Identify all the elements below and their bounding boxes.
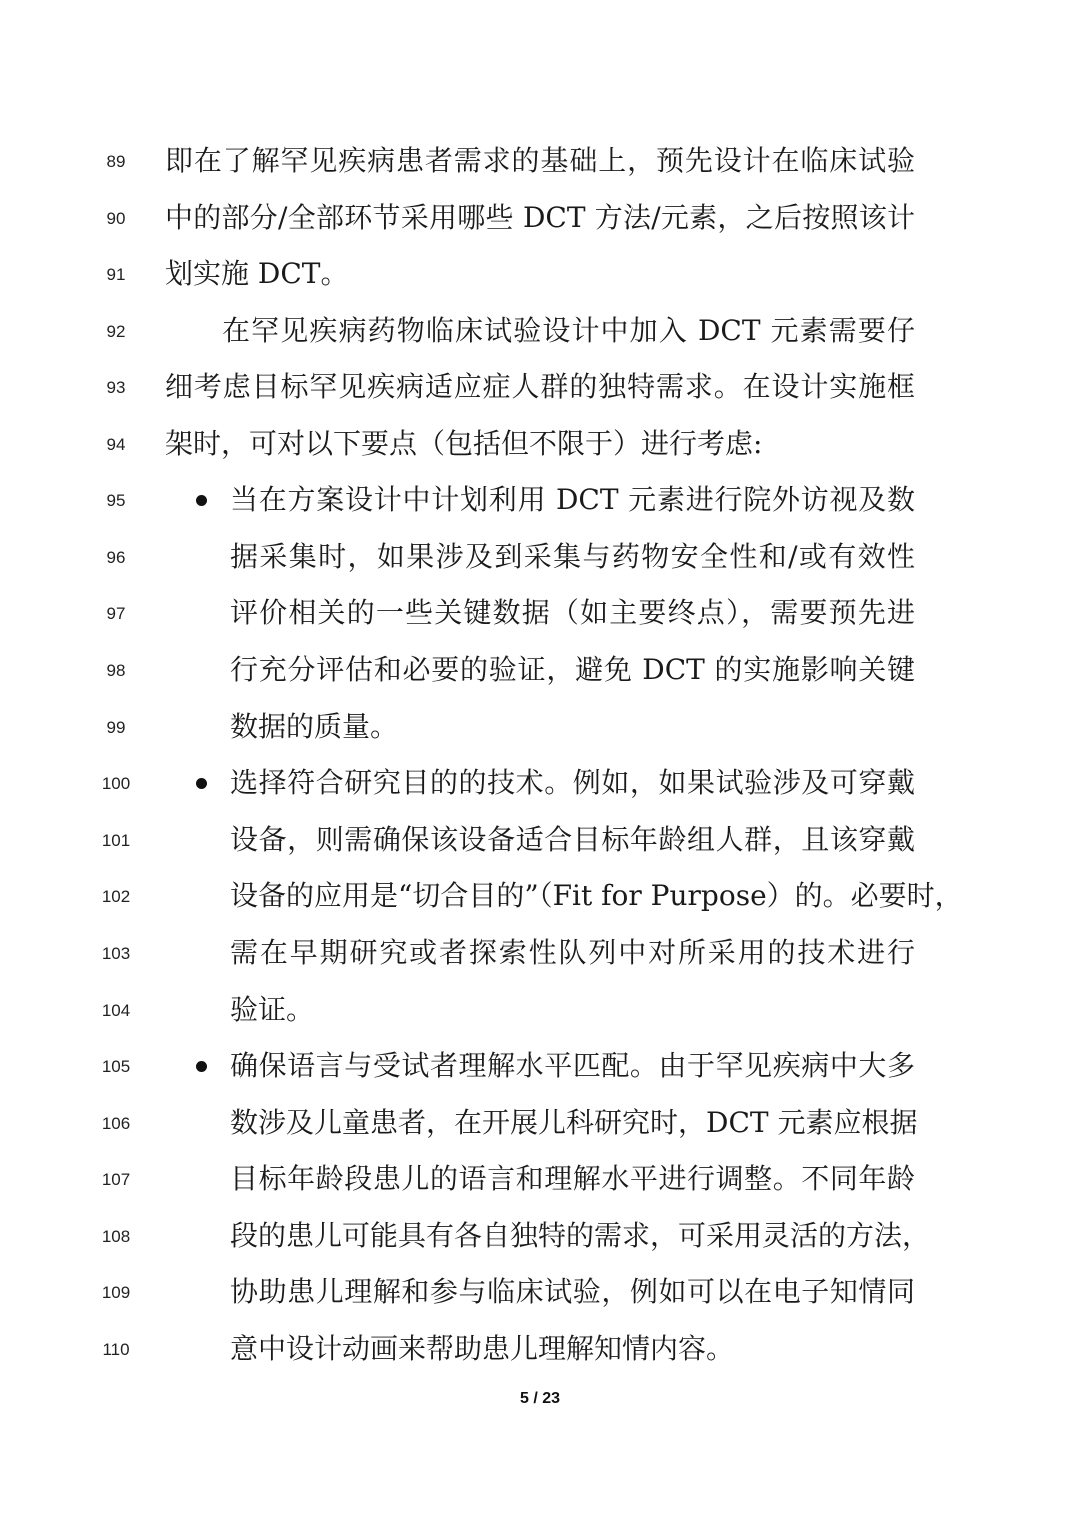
line-text: 评价相关的一些关键数据（如主要终点），需要预先进	[230, 596, 915, 629]
text-line	[0, 585, 1080, 641]
text-line	[0, 868, 1080, 924]
line-text: 即在了解罕见疾病患者需求的基础上，预先设计在临床试验	[165, 144, 915, 177]
text-line	[0, 1095, 1080, 1151]
line-text: 协助患儿理解和参与临床试验，例如可以在电子知情同	[230, 1275, 915, 1308]
line-number: 94	[106, 435, 126, 454]
line-text: 设备的应用是“切合目的”（Fit for Purpose）的。必要时，	[230, 879, 963, 912]
line-text: 数涉及儿童患者，在开展儿科研究时，DCT 元素应根据	[230, 1106, 918, 1139]
text-line	[0, 642, 1080, 698]
paragraph-first-line: 在罕见疾病药物临床试验设计中加入 DCT 元素需要仔	[222, 314, 915, 347]
line-text: 设备，则需确保该设备适合目标年龄组人群，且该穿戴	[230, 823, 915, 856]
line-text: 中的部分/全部环节采用哪些 DCT 方法/元素，之后按照该计	[165, 201, 915, 234]
line-number: 97	[106, 604, 126, 623]
text-line	[0, 1151, 1080, 1207]
bullet-item-first-line	[0, 1038, 1080, 1094]
line-number: 107	[101, 1170, 131, 1189]
line-text: 需在早期研究或者探索性队列中对所采用的技术进行	[230, 936, 915, 969]
line-number: 101	[101, 831, 131, 850]
line-number: 98	[106, 661, 126, 680]
bullet-item-first-line	[0, 472, 1080, 528]
bullet-item-first-line	[0, 755, 1080, 811]
line-number: 99	[106, 718, 126, 737]
line-number: 106	[101, 1114, 131, 1133]
line-number: 89	[106, 152, 126, 171]
line-text: 细考虑目标罕见疾病适应症人群的独特需求。在设计实施框	[165, 370, 915, 403]
line-number: 90	[106, 209, 126, 228]
bullet-icon	[196, 1061, 207, 1072]
line-number: 104	[101, 1001, 131, 1020]
line-text: 当在方案设计中计划利用 DCT 元素进行院外访视及数	[230, 483, 915, 516]
line-text: 验证。	[230, 993, 315, 1026]
text-line	[0, 699, 1080, 755]
line-text: 段的患儿可能具有各自独特的需求，可采用灵活的方法，	[230, 1219, 931, 1252]
line-number: 92	[106, 322, 126, 341]
text-line	[0, 1208, 1080, 1264]
page-number: 5 / 23	[519, 1390, 561, 1407]
line-number: 100	[101, 774, 131, 793]
line-text: 据采集时，如果涉及到采集与药物安全性和/或有效性	[230, 540, 915, 573]
line-number: 96	[106, 548, 126, 567]
line-text: 目标年龄段患儿的语言和理解水平进行调整。不同年龄	[230, 1162, 915, 1195]
line-text: 架时，可对以下要点（包括但不限于）进行考虑:	[165, 427, 763, 460]
text-line	[0, 359, 1080, 415]
line-number: 109	[101, 1283, 131, 1302]
line-number: 103	[101, 944, 131, 963]
text-line	[0, 982, 1080, 1038]
line-text: 划实施 DCT。	[165, 257, 349, 290]
text-line	[0, 925, 1080, 981]
line-text: 行充分评估和必要的验证，避免 DCT 的实施影响关键	[230, 653, 915, 686]
line-number: 110	[102, 1340, 130, 1359]
text-line	[0, 416, 1080, 472]
line-number: 91	[106, 265, 126, 284]
line-number: 105	[101, 1057, 131, 1076]
line-text: 意中设计动画来帮助患儿理解知情内容。	[230, 1332, 735, 1365]
text-line	[0, 190, 1080, 246]
line-text: 确保语言与受试者理解水平匹配。由于罕见疾病中大多	[230, 1049, 915, 1082]
line-number: 95	[106, 491, 126, 510]
line-number: 108	[101, 1227, 131, 1246]
line-number: 93	[106, 378, 126, 397]
text-line	[0, 303, 1080, 359]
bullet-icon	[196, 495, 207, 506]
text-line	[0, 1264, 1080, 1320]
line-number: 102	[101, 887, 131, 906]
line-text: 数据的质量。	[230, 710, 399, 743]
text-line	[0, 133, 1080, 189]
text-line	[0, 246, 1080, 302]
line-text: 选择符合研究目的的技术。例如，如果试验涉及可穿戴	[230, 766, 915, 799]
text-line	[0, 529, 1080, 585]
text-line	[0, 1321, 1080, 1377]
bullet-icon	[196, 778, 207, 789]
text-line	[0, 812, 1080, 868]
